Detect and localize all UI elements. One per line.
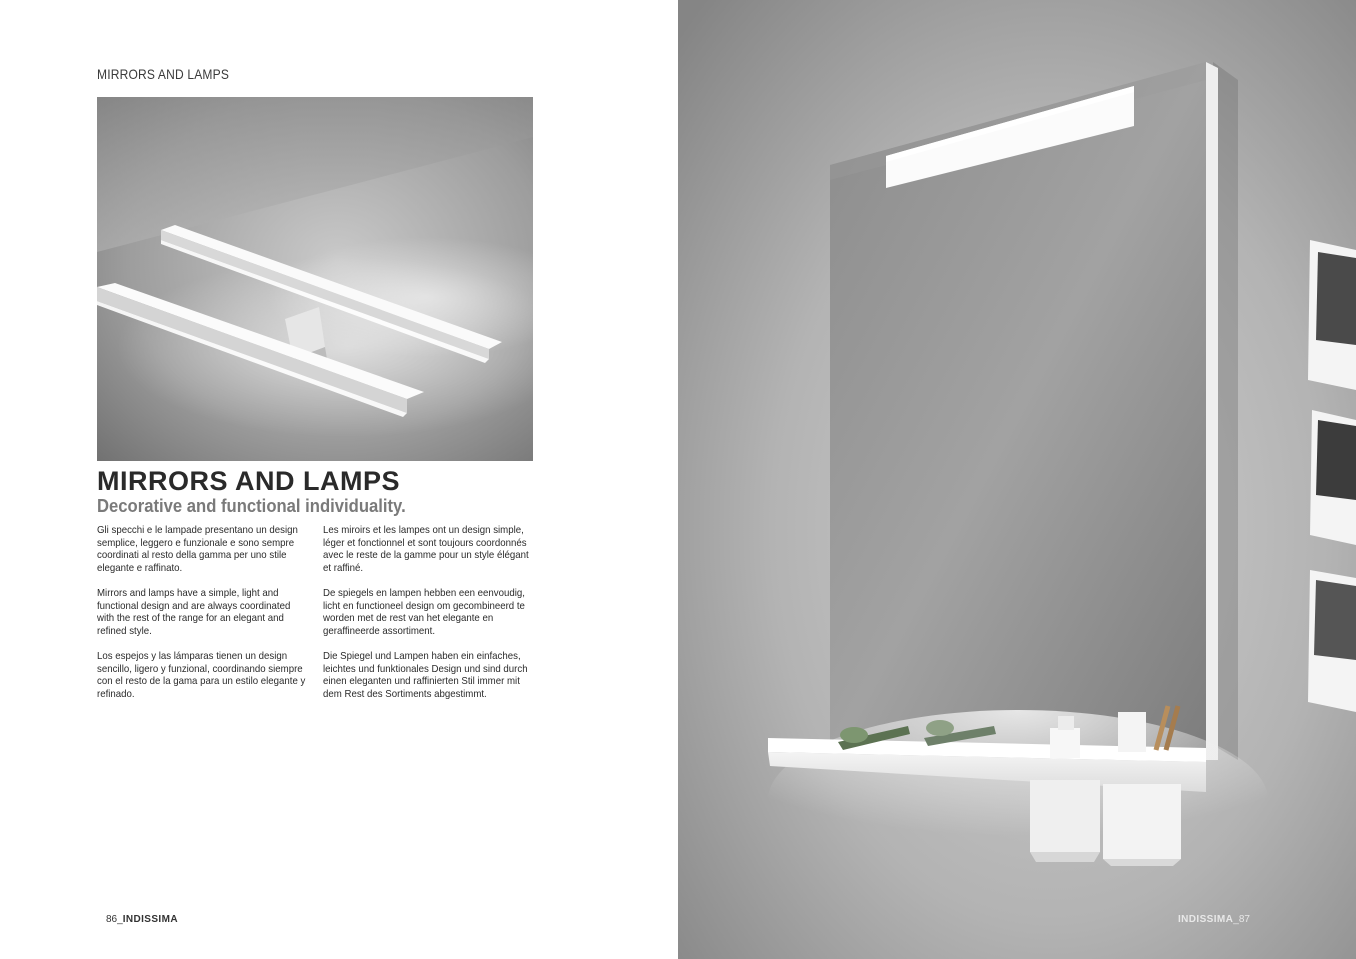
paragraph-german: Die Spiegel und Lampen haben ein einfaches, leichtes und funktionales Design und sind durch einen eleganten und raffinierten Stil immer mit dem Rest des Sortiments abgestimmt.: [323, 650, 528, 700]
section-label: MIRRORS AND LAMPS: [97, 66, 230, 82]
folio-right: [1178, 914, 1250, 925]
paragraph-dutch: De spiegels en lampen hebben een eenvoudig, licht en functioneel design om gecombineerd te worden met de rest van het elegante en geraffineerde assortiment.: [323, 587, 525, 637]
text-column-left: [97, 524, 327, 713]
folio-left: [106, 914, 178, 925]
brand-right: INDISSIMA: [1178, 914, 1234, 925]
page-number-left: 86_: [106, 914, 123, 925]
paragraph-english: Mirrors and lamps have a simple, light and functional design and are always coordinated with the rest of the range for an elegant and refined style.: [97, 587, 291, 637]
lamp-product-photo: [97, 97, 533, 461]
headline: MIRRORS AND LAMPS: [97, 466, 400, 496]
page-number-right: _87: [1233, 914, 1250, 925]
brand-left: INDISSIMA: [122, 914, 178, 925]
paragraph-italian: Gli specchi e le lampade presentano un design semplice, leggero e funzionale e sono sempre coordinati al resto della gamma per uno stile elegante e raffinato.: [97, 524, 298, 574]
paragraph-spanish: Los espejos y las lámparas tienen un design sencillo, ligero y funzional, coordinando siempre con el resto de la gama para un estilo elegante y refinado.: [97, 650, 306, 700]
text-column-right: [323, 524, 553, 713]
paragraph-french: Les miroirs et les lampes ont un design simple, léger et fonctionnel et sont toujours coordonnés avec le reste de la gamme pour un style élégant et raffiné.: [323, 524, 529, 574]
mirror-product-photo: [678, 0, 1356, 959]
subheadline: Decorative and functional individuality.: [97, 495, 406, 516]
